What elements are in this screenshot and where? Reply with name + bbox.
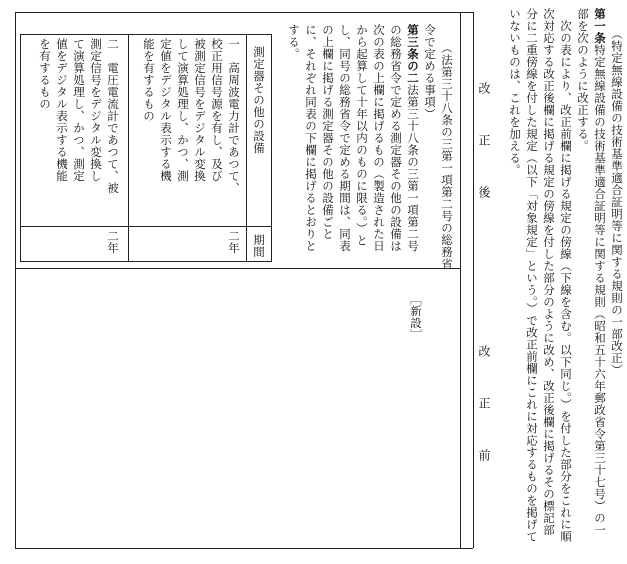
row1-item-line: 定値をデジタル表示する機 (159, 38, 173, 182)
header-after: 改 正 後 (477, 82, 491, 212)
row1-item-line: 一 高周波電力計であつて、 (227, 38, 241, 194)
after-article-label: 第三条の二 (406, 24, 420, 84)
inner-col2-header: 期間 (252, 234, 266, 258)
article-body-line: 次の表により、改正前欄に掲げる規定の傍線（下線を含む。以下同じ。）を付した部分をこれに順 (559, 8, 573, 543)
after-article-line: の総務省令で定める測定器その他の設備は (389, 24, 403, 252)
article-body-line: いないものは、これを加える。 (508, 8, 522, 176)
table-border-bottom (15, 548, 473, 549)
row1-item-line: 校正用信号源を有し、及び (210, 38, 224, 182)
after-article-line: に、それぞれ同表の下欄に掲げるとおりと (304, 24, 318, 252)
row1-item-line: 能を有するもの (142, 38, 156, 122)
row1-item-line: 被測定信号をデジタル変換 (193, 38, 207, 182)
article-label: 第一条 (593, 8, 607, 44)
article-caption: （特定無線設備の技術基準適合証明等に関する規則の一部改正） (610, 28, 624, 376)
table-column-separator (15, 268, 460, 269)
inner-table-header-divider (246, 34, 247, 261)
row1-period: 二年 (227, 230, 241, 254)
table-border-left (15, 12, 16, 548)
after-caption-line: （法第三十八条の三第一項第二号の総務省 (440, 42, 454, 270)
before-new-marker: ［新設］ (409, 293, 423, 341)
header-before: 改 正 前 (477, 345, 491, 475)
after-article-line: から起算して十年以内のものに限る。）と (355, 24, 369, 247)
row2-item-line: 値をデジタル表示する機能 (55, 38, 69, 182)
after-article-line: し、同号の総務省令で定める期間は、同表 (338, 24, 352, 252)
row2-item-line: て演算処理し、かつ、測定 (72, 38, 86, 182)
article-body-line: 次対応する改正後欄に掲げる規定の傍線を付した部分のように改め、改正後欄に掲げるその標記部 (542, 8, 556, 536)
row2-item-line: を有するもの (38, 38, 52, 110)
article-body-line: 特定無線設備の技術基準適合証明等に関する規則（昭和五十六年郵政省令第三十七号）の一 (593, 44, 607, 536)
row2-period: 二年 (106, 230, 120, 254)
row2-item-line: 二 電圧電流計であつて、被 (106, 38, 120, 194)
article-first-line (591, 8, 608, 536)
table-header-separator (460, 12, 461, 548)
inner-col1-header: 測定器その他の設備 (252, 46, 266, 154)
after-article-line: の上欄に掲げる測定器その他の設備ごと (321, 24, 335, 240)
row2-item-line: 測定信号をデジタル変換し (89, 38, 103, 182)
table-border-right (473, 12, 474, 548)
inner-table-row-divider (128, 34, 129, 261)
after-article-line: 次の表の上欄に掲げるもの（製造された日 (372, 24, 386, 252)
after-article-line: する。 (287, 24, 301, 60)
after-caption-line: 令で定める事項） (423, 24, 437, 120)
after-article-first (404, 24, 421, 252)
inner-table-col-divider (20, 226, 271, 227)
article-body-line: 分に二重傍線を付した規定（以下「対象規定」という。）で改正前欄にこれに対応するものを掲げて (525, 8, 539, 543)
table-border-top (15, 12, 473, 13)
after-article-line: 法第三十八条の三第一項第二号 (406, 84, 420, 252)
article-body-line: 部を次のように改正する。 (576, 8, 590, 152)
row1-item-line: して演算処理し、かつ、測 (176, 38, 190, 182)
